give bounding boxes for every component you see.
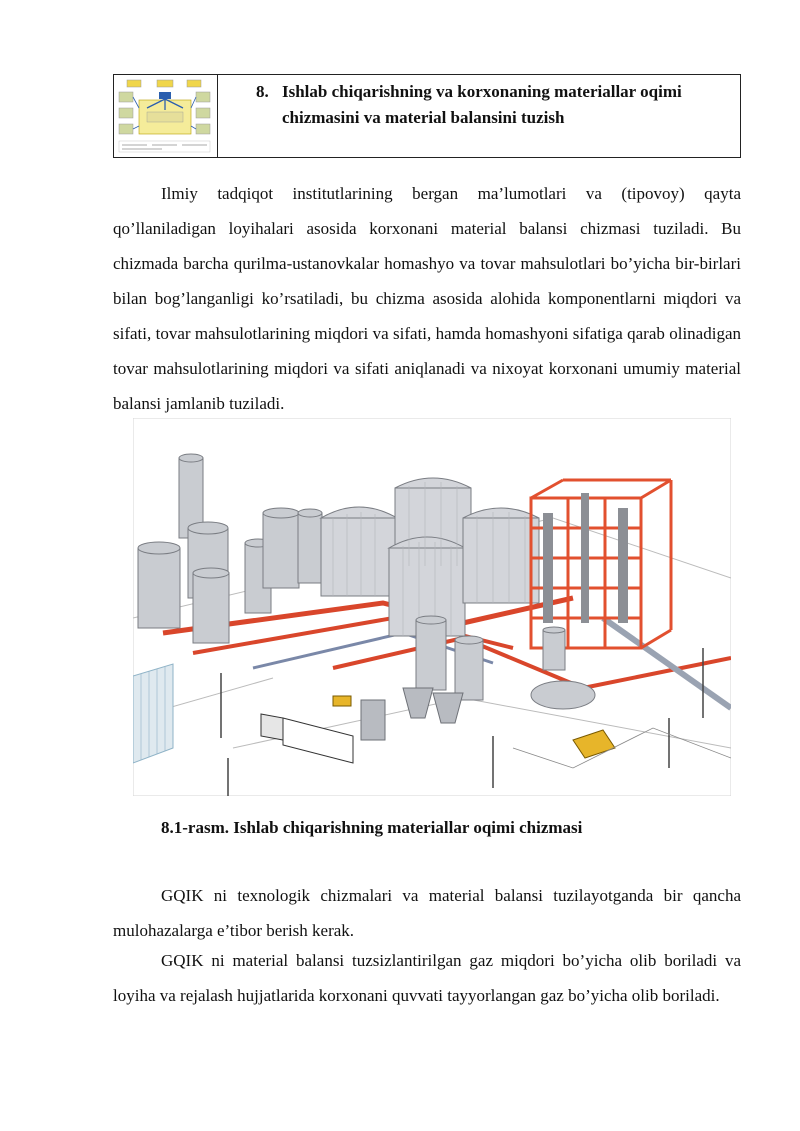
paragraph-intro: Ilmiy tadqiqot institutlarining bergan ma’lumotlari va (tipovoy) qayta qo’llaniladigan loyihalari asosida korxonani material balansi chizmasi tuziladi. Bu chizmada barcha qurilma-ustanovkalar homashyo va tovar mahsulotlari bo’yicha bir-birlari bilan bog’langanligi ko’rsatiladi, bu chizma asosida alohida komponentlarni miqdori va sifati, tovar mahsulotlarining miqdori va sifati, hamda homashyoni sifatiga qarab olinadigan tovar mahsulotlarining miqdori va sifati aniqlanadi va nixoyat korxonani umumiy material balansi jamlanib tuziladi. bbox=[113, 184, 741, 413]
section-title-text: Ishlab chiqarishning va korxonaning materiallar oqimi chizmasini va material balansini tuzish bbox=[282, 82, 682, 127]
flow-diagram-thumbnail bbox=[117, 78, 212, 154]
section-title bbox=[256, 79, 731, 131]
paragraph-notes: GQIK ni texnologik chizmalari va material balansi tuzilayotganda bir qancha mulohazalarga e’tibor berish kerak. bbox=[113, 886, 741, 940]
figure-caption: 8.1-rasm. Ishlab chiqarishning materiallar oqimi chizmasi bbox=[161, 818, 583, 837]
header-divider bbox=[217, 75, 218, 157]
paragraph-balance: GQIK ni material balansi tuzsizlantirilgan gaz miqdori bo’yicha olib boriladi va loyiha va rejalash hujjatlarida korxonani quvvati tayyorlangan gaz bo’yicha olib boriladi. bbox=[113, 951, 741, 1005]
section-number: 8. bbox=[256, 82, 269, 101]
section-header bbox=[113, 74, 741, 158]
plant-material-flow-figure bbox=[133, 418, 731, 796]
